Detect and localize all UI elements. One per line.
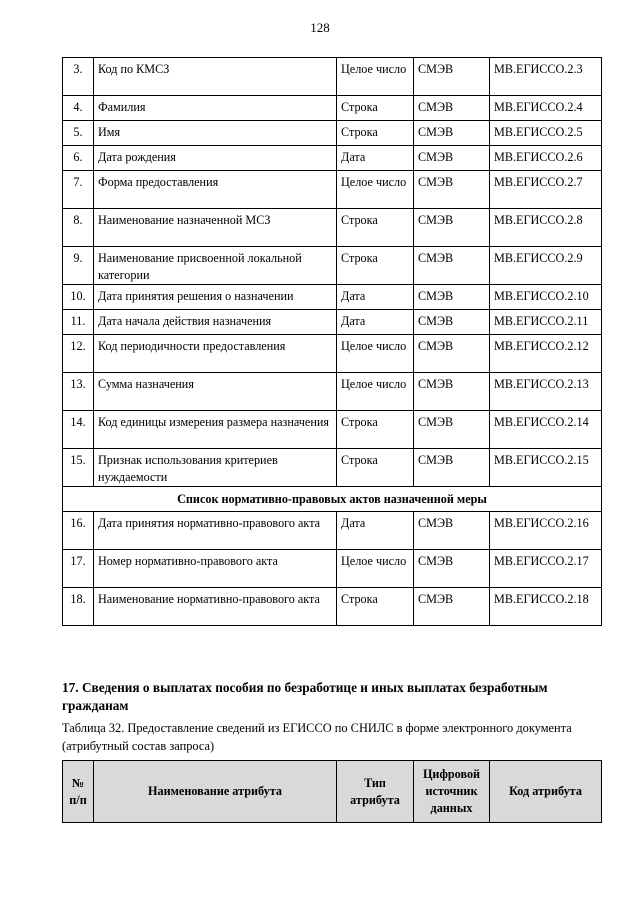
cell-code: МВ.ЕГИССО.2.9: [490, 247, 602, 285]
cell-code: МВ.ЕГИССО.2.13: [490, 373, 602, 411]
table-row: [63, 449, 602, 487]
page-number: 128: [310, 20, 330, 35]
cell-type: Целое число: [337, 335, 414, 373]
cell-source: СМЭВ: [414, 121, 490, 146]
cell-num: 15.: [63, 449, 94, 487]
cell-type: Дата: [337, 285, 414, 310]
table-row: [63, 588, 602, 626]
cell-type: Целое число: [337, 373, 414, 411]
cell-type: Строка: [337, 121, 414, 146]
cell-num: 16.: [63, 512, 94, 550]
table-row: [63, 550, 602, 588]
cell-code: МВ.ЕГИССО.2.14: [490, 411, 602, 449]
cell-code: МВ.ЕГИССО.2.16: [490, 512, 602, 550]
table-row: [63, 146, 602, 171]
cell-name: Форма предоставления: [94, 171, 337, 209]
cell-source: СМЭВ: [414, 247, 490, 285]
cell-source: СМЭВ: [414, 310, 490, 335]
cell-name: Признак использования критериев нуждаемости: [94, 449, 337, 487]
table-32-header: [62, 760, 602, 823]
header-code: Код атрибута: [490, 761, 602, 823]
cell-num: 5.: [63, 121, 94, 146]
cell-code: МВ.ЕГИССО.2.11: [490, 310, 602, 335]
cell-num: 9.: [63, 247, 94, 285]
cell-num: 17.: [63, 550, 94, 588]
cell-code: МВ.ЕГИССО.2.10: [490, 285, 602, 310]
cell-type: Строка: [337, 411, 414, 449]
cell-name: Наименование нормативно-правового акта: [94, 588, 337, 626]
cell-code: МВ.ЕГИССО.2.12: [490, 335, 602, 373]
cell-num: 13.: [63, 373, 94, 411]
cell-num: 14.: [63, 411, 94, 449]
cell-type: Целое число: [337, 550, 414, 588]
cell-source: СМЭВ: [414, 512, 490, 550]
cell-type: Целое число: [337, 58, 414, 96]
section-title: Список нормативно-правовых актов назначенной меры: [63, 487, 602, 512]
cell-source: СМЭВ: [414, 146, 490, 171]
cell-source: СМЭВ: [414, 171, 490, 209]
cell-num: 11.: [63, 310, 94, 335]
cell-name: Наименование присвоенной локальной категории: [94, 247, 337, 285]
cell-name: Дата рождения: [94, 146, 337, 171]
table-row: [63, 411, 602, 449]
cell-type: Строка: [337, 449, 414, 487]
cell-source: СМЭВ: [414, 373, 490, 411]
cell-type: Дата: [337, 310, 414, 335]
cell-source: СМЭВ: [414, 58, 490, 96]
cell-code: МВ.ЕГИССО.2.17: [490, 550, 602, 588]
table-row: [63, 373, 602, 411]
cell-name: Имя: [94, 121, 337, 146]
cell-num: 3.: [63, 58, 94, 96]
table-row: [63, 58, 602, 96]
cell-source: СМЭВ: [414, 335, 490, 373]
header-source: Цифровой источник данных: [414, 761, 490, 823]
cell-name: Наименование назначенной МСЗ: [94, 209, 337, 247]
cell-num: 12.: [63, 335, 94, 373]
cell-num: 8.: [63, 209, 94, 247]
header-type: Тип атрибута: [337, 761, 414, 823]
cell-type: Строка: [337, 209, 414, 247]
cell-type: Строка: [337, 247, 414, 285]
cell-source: СМЭВ: [414, 209, 490, 247]
cell-name: Номер нормативно-правового акта: [94, 550, 337, 588]
cell-code: МВ.ЕГИССО.2.6: [490, 146, 602, 171]
cell-name: Дата принятия нормативно-правового акта: [94, 512, 337, 550]
header-num: № п/п: [63, 761, 94, 823]
cell-name: Код по КМСЗ: [94, 58, 337, 96]
cell-code: МВ.ЕГИССО.2.3: [490, 58, 602, 96]
cell-source: СМЭВ: [414, 550, 490, 588]
header-name: Наименование атрибута: [94, 761, 337, 823]
table-row: [63, 310, 602, 335]
section-row: [63, 487, 602, 512]
header-row: [63, 761, 602, 823]
cell-name: Дата принятия решения о назначении: [94, 285, 337, 310]
cell-type: Дата: [337, 146, 414, 171]
table-row: [63, 335, 602, 373]
attributes-table: [62, 57, 602, 626]
table-row: [63, 285, 602, 310]
table-row: [63, 512, 602, 550]
cell-name: Фамилия: [94, 96, 337, 121]
cell-code: МВ.ЕГИССО.2.4: [490, 96, 602, 121]
cell-type: Строка: [337, 588, 414, 626]
cell-source: СМЭВ: [414, 449, 490, 487]
cell-num: 7.: [63, 171, 94, 209]
cell-name: Сумма назначения: [94, 373, 337, 411]
cell-num: 18.: [63, 588, 94, 626]
cell-source: СМЭВ: [414, 96, 490, 121]
table-row: [63, 96, 602, 121]
cell-source: СМЭВ: [414, 285, 490, 310]
section-heading: 17. Сведения о выплатах пособия по безработице и иных выплатах безработным гражданам: [62, 680, 548, 713]
table-row: [63, 121, 602, 146]
cell-name: Дата начала действия назначения: [94, 310, 337, 335]
table-row: [63, 247, 602, 285]
cell-code: МВ.ЕГИССО.2.15: [490, 449, 602, 487]
table-row: [63, 209, 602, 247]
cell-type: Строка: [337, 96, 414, 121]
cell-type: Дата: [337, 512, 414, 550]
cell-type: Целое число: [337, 171, 414, 209]
cell-code: МВ.ЕГИССО.2.8: [490, 209, 602, 247]
table-caption: Таблица 32. Предоставление сведений из ЕГИССО по СНИЛС в форме электронного документа (атрибутный состав запроса): [62, 721, 572, 753]
cell-code: МВ.ЕГИССО.2.18: [490, 588, 602, 626]
cell-num: 4.: [63, 96, 94, 121]
cell-code: МВ.ЕГИССО.2.5: [490, 121, 602, 146]
cell-name: Код периодичности предоставления: [94, 335, 337, 373]
table-row: [63, 171, 602, 209]
cell-name: Код единицы измерения размера назначения: [94, 411, 337, 449]
cell-source: СМЭВ: [414, 588, 490, 626]
cell-num: 6.: [63, 146, 94, 171]
cell-code: МВ.ЕГИССО.2.7: [490, 171, 602, 209]
cell-num: 10.: [63, 285, 94, 310]
cell-source: СМЭВ: [414, 411, 490, 449]
